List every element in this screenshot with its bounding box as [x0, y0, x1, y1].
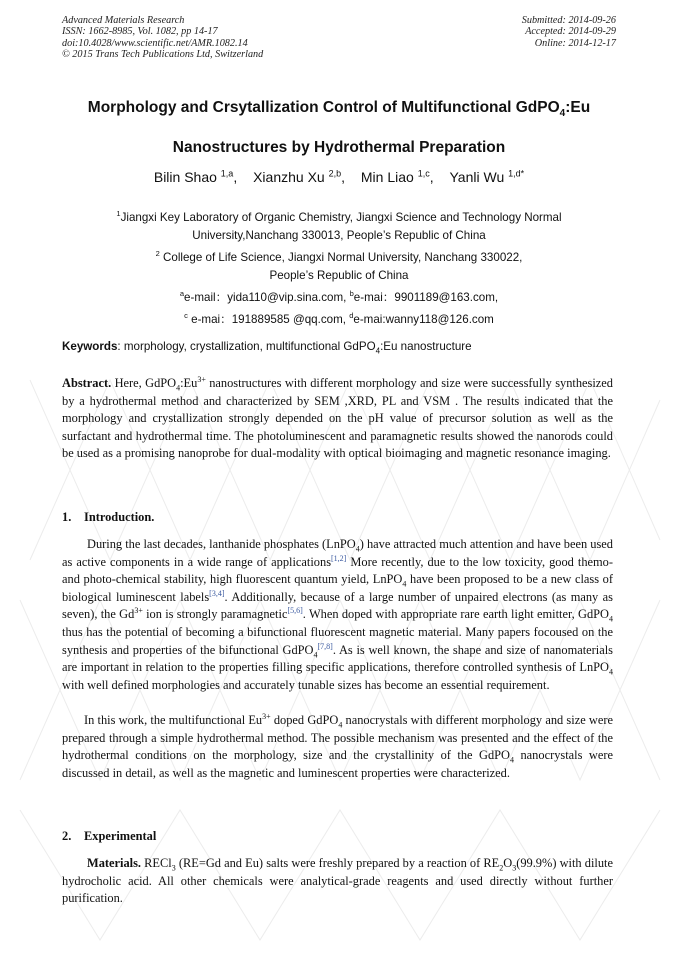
online-date: Online: 2014-12-17	[534, 37, 616, 49]
introduction-paragraph-1: During the last decades, lanthanide phosphates (LnPO$_4$) have attracted much attention and have been used as active components in a wide range of applications[1,2] More recently, due to the low toxicity, good themo- and photo-chemical stability, high fluorescent quantum yield, LnPO$_4$ have been proposed to be a new class of biological luminescent labels[3,4]. Additionally, because of a large number of unpaired electrons (as many as seven), the $Gd^{3+}$ ion is strongly paramagnetic[5,6]. When doped with appropriate rare earth light emitter, GdPO$_4$ thus has the potential of becoming a bifunctional fluorescent magnetic material. Many papers focoused on the synthesis and properties of the bifunctional GdPO$_4$[7,8]. As is well known, the shape and size of nanomaterials are important in relation to the properties filling specific applications, therefore controlled synthesis of LnPO$_4$ with well defined morphologies and accurately tunable sizes has become an essential requirement.	[62, 537, 613, 692]
abstract: Abstract. Here, $GdPO_4:Eu^{3+}$ nanostructures with different morphology and size were successfully synthesized by a hydrothermal method and characterized by SEM ,XRD, PL and VSM . The results indicated that the morphology and crystallization strongly depended on the pH value of precursor solution as well as the surfactant and hydrothermal time. The photoluminescent and paramagnetic results showed the nanorods could be used as a promising nanoprobe for dual-modality with optical bioimaging and magnetic resonance imaging.	[62, 374, 613, 461]
materials-paragraph: Materials. RECl$_3$ (RE=Gd and Eu) salts were freshly prepared by a reaction of $RE_2O_3(99.9\%)$ with dilute hydrocholic acid. All other chemicals were analytical-grade reagents and used directly without further purification.	[62, 856, 613, 906]
section-heading-introduction: 1. Introduction.	[62, 510, 155, 524]
journal-name: Advanced Materials Research	[62, 15, 185, 26]
journal-issn: ISSN: 1662-8985, Vol. 1082, pp 14-17	[62, 26, 218, 38]
email-line-1: $^a$e-mail：yida110@vip.sina.com, $^b$e-mai：9901189@163.com,	[179, 288, 499, 304]
accepted-date: Accepted: 2014-09-29	[525, 26, 616, 38]
submitted-date: Submitted: 2014-09-26	[521, 15, 616, 26]
keywords: Keywords: morphology, crystallization, multifunctional GdPO$_4$:Eu nanostructure	[62, 340, 472, 356]
journal-header-left	[62, 15, 263, 61]
email-line-2: $^c$ e-mai：191889585 @qq.com, $^d$e-mai:wanny118@126.com	[184, 310, 494, 326]
affiliations: $^1$Jiangxi Key Laboratory of Organic Chemistry, Jiangxi Science and Technology Normal University,Nanchang 330013, People’s Republic of China $^2$ College of Life Science, Jiangxi Normal University, Nanchang 330022, People’s Republic of China $^a$e-mail：yida110@vip.sina.com, $^b$e-mai：9901189@163.com, $^c$ e-mai：191889585 @qq.com, $^d$e-mai:wanny118@126.com	[40, 205, 638, 328]
journal-doi: doi:10.4028/www.scientific.net/AMR.1082.14	[62, 37, 248, 49]
author-list	[40, 168, 638, 185]
introduction-paragraph-2: In this work, the multifunctional $Eu^{3+}$ doped GdPO$_4$ nanocrystals with different morphology and size were prepared through a simple hydrothermal method. The possible mechanism was presented and the effect of the hydrothermal conditions on the morphology, size and the crystallinity of the GdPO$_4$ nanocrystals were discussed in detail, as well as the magnetic and luminescent properties were characterized.	[62, 711, 613, 780]
author: Yanli Wu $^{1,d*}$	[449, 168, 525, 185]
journal-copyright: © 2015 Trans Tech Publications Ltd, Switzerland	[62, 49, 264, 61]
author: Bilin Shao $^{1,a}$,	[153, 168, 238, 185]
paper-title: Morphology and Crsytallization Control of Multifunctional GdPO$_4$:Eu Nanostructures by Hydrothermal Preparation	[87, 99, 591, 156]
journal-header-right	[522, 15, 616, 49]
author: Min Liao $^{1,c}$,	[360, 168, 434, 185]
section-heading-experimental: 2. Experimental	[62, 829, 157, 843]
author: Xianzhu Xu $^{2,b}$,	[253, 168, 345, 185]
